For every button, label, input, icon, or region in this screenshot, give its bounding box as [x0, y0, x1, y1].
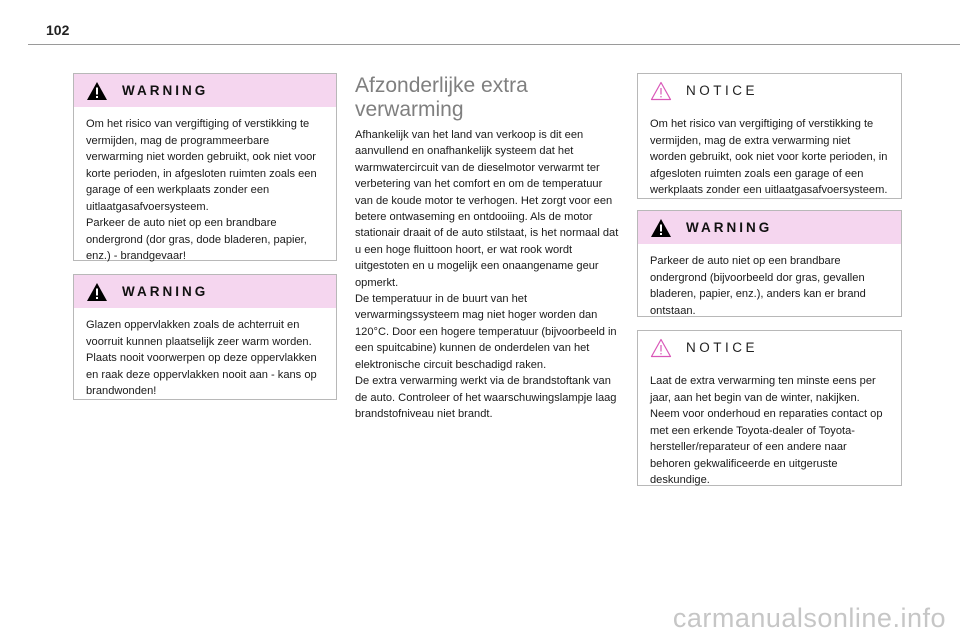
- notice-body: [638, 107, 901, 208]
- warning-body: [74, 308, 336, 409]
- warning-body: [74, 107, 336, 274]
- section-paragraph: Afhankelijk van het land van verkoop is dit een aanvullend en onafhankelijk systeem dat het warmwatercircuit van de dieselmotor verwarmt ter verbetering van het comfort en om de temperatuur van de koude motor te verhogen. Het zorgt voor een betere ontwaseming en ontdooiing. Als de motor stationair draait of de auto stilstaat, is het normaal dat u een hoge fluittoon hoort, er wat rook wordt uitgestoten en u mogelijk een onaangename geur opmerkt.: [355, 129, 619, 289]
- warning-paragraph: Parkeer de auto niet op een brandbare ondergrond (dor gras, dode bladeren, papier, enz.) - brandgevaar!: [86, 217, 307, 262]
- warning-title: WARNING: [122, 284, 209, 299]
- notice-paragraph: Neem voor onderhoud en reparaties contact op met een erkende Toyota-dealer of Toyota-hersteller/reparateur of een andere naar behoren gekwalificeerde en uitgeruste deskundige.: [650, 408, 883, 486]
- warning-triangle-icon: [86, 81, 108, 101]
- notice-paragraph: Laat de extra verwarming ten minste eens per jaar, aan het begin van de winter, nakijken.: [650, 375, 876, 404]
- warning-paragraph: Glazen oppervlakken zoals de achterruit en voorruit kunnen plaatselijk zeer warm worden. Plaats nooit voorwerpen op deze oppervlakken en raak deze oppervlakken nooit aan - kans op brandwonden!: [86, 319, 317, 397]
- warning-box-heater-poisoning: [73, 73, 337, 261]
- section-paragraph: De extra verwarming werkt via de brandstoftank van de auto. Controleer of het waarschuwingslampje laag brandstofniveau niet brandt.: [355, 375, 617, 420]
- page-number: 102: [46, 22, 70, 38]
- notice-title: NOTICE: [686, 83, 759, 98]
- notice-paragraph: Om het risico van vergiftiging of verstikking te vermijden, mag de extra verwarming niet worden gebruikt, ook niet voor korte perioden, in afgesloten ruimten zoals een garage of een werkplaats zonder een uitlaatgasafvoersysteem.: [650, 118, 888, 196]
- notice-title: NOTICE: [686, 340, 759, 355]
- section-title: Afzonderlijke extra verwarming: [355, 74, 528, 121]
- warning-triangle-icon: [86, 282, 108, 302]
- warning-title: WARNING: [686, 220, 773, 235]
- notice-box-maintenance: [637, 330, 902, 486]
- notice-triangle-icon: [650, 81, 672, 101]
- notice-header: [638, 331, 901, 364]
- section-paragraph: De temperatuur in de buurt van het verwarmingssysteem mag niet hoger worden dan 120°C. Door een hogere temperatuur (bijvoorbeeld in een spuitcabine) kunnen de onderdelen van het elektronische circuit beschadigd raken.: [355, 293, 617, 371]
- warning-box-flammable-ground: [637, 210, 902, 317]
- warning-body: [638, 244, 901, 328]
- warning-box-hot-glass: [73, 274, 337, 400]
- warning-paragraph: Om het risico van vergiftiging of verstikking te vermijden, mag de programmeerbare verwarming niet worden gebruikt, ook niet voor korte perioden, in afgesloten ruimten zoals een garage of een werkplaats zonder een uitlaatgasafvoersysteem.: [86, 118, 317, 213]
- notice-triangle-icon: [650, 338, 672, 358]
- warning-header: [74, 275, 336, 308]
- notice-box-heater-poisoning: [637, 73, 902, 199]
- watermark: carmanualsonline.info: [672, 603, 946, 633]
- notice-body: [638, 364, 901, 498]
- warning-triangle-icon: [650, 218, 672, 238]
- warning-header: [74, 74, 336, 107]
- warning-title: WARNING: [122, 83, 209, 98]
- section-body: [355, 127, 623, 422]
- notice-header: [638, 74, 901, 107]
- warning-paragraph: Parkeer de auto niet op een brandbare ondergrond (bijvoorbeeld dor gras, gevallen bladeren, papier, enz.), anders kan er brand ontstaan.: [650, 255, 866, 317]
- header-divider: [28, 44, 960, 45]
- warning-header: [638, 211, 901, 244]
